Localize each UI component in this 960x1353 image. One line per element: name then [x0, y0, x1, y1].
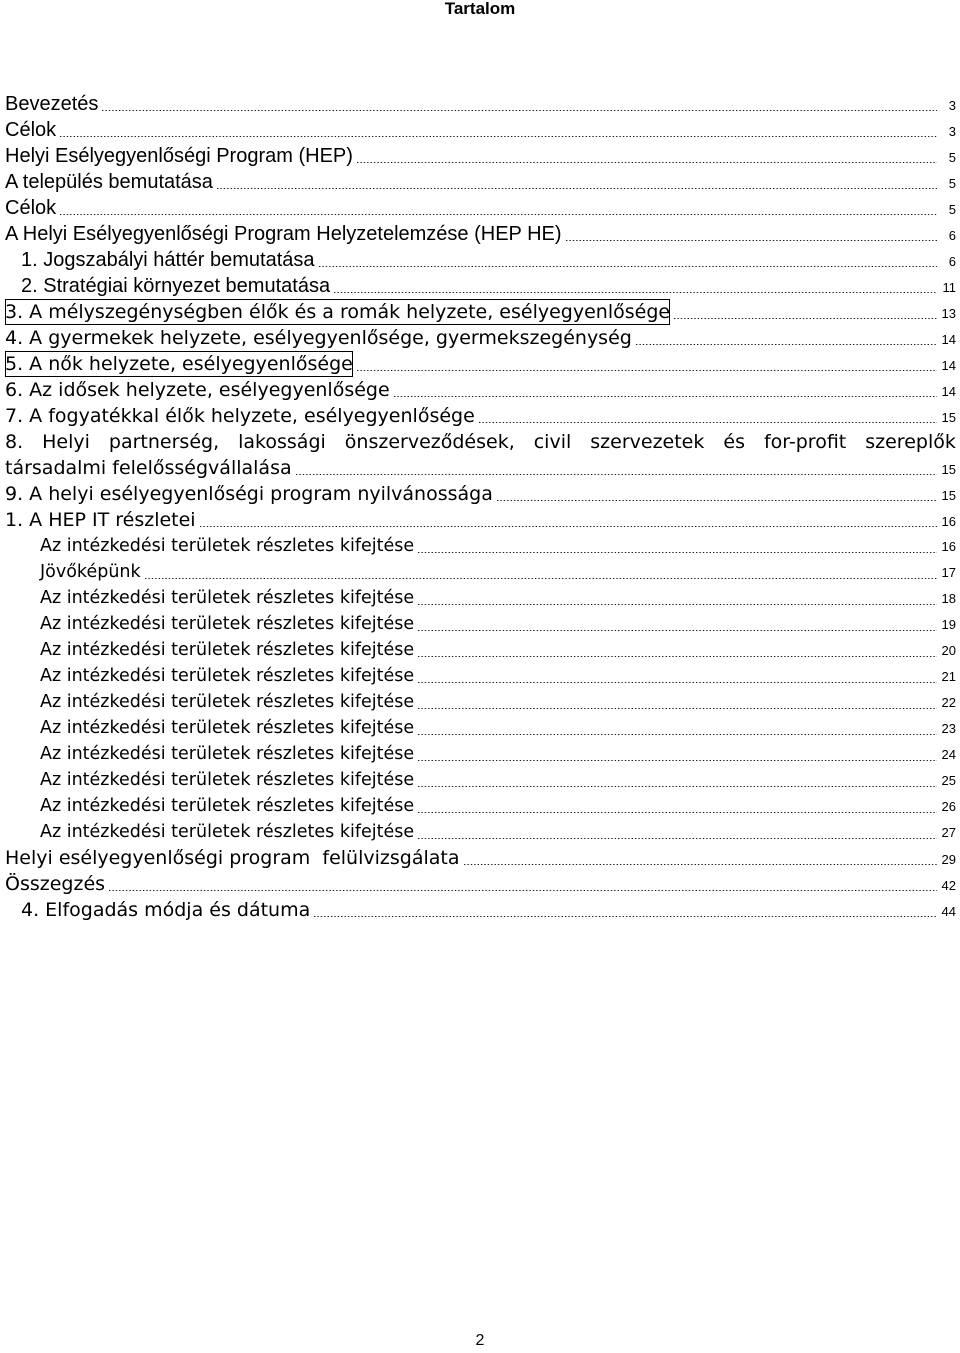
dot-leader	[313, 916, 937, 917]
toc-word: civil	[533, 431, 572, 453]
toc-entry-page: 15	[941, 488, 956, 503]
dot-leader	[59, 136, 937, 137]
toc-entry[interactable]	[5, 715, 956, 741]
toc-entry[interactable]	[5, 585, 956, 611]
dot-leader	[417, 708, 937, 709]
toc-entry-page: 16	[941, 539, 956, 554]
toc-entry-page: 25	[941, 773, 956, 788]
dot-leader	[216, 188, 937, 189]
toc-entry-page: 15	[941, 462, 956, 477]
toc-entry-page: 6	[948, 228, 956, 243]
dot-leader	[463, 864, 938, 865]
toc-entry-page: 14	[941, 332, 956, 347]
toc-entry-label: Az intézkedési területek részletes kifejtése	[40, 744, 415, 764]
dot-leader	[199, 526, 937, 527]
dot-leader	[356, 162, 937, 163]
toc-word: önszerveződések,	[344, 431, 515, 453]
toc-entry-label: Az intézkedési területek részletes kifejtése	[40, 588, 415, 608]
toc-entry-page: 14	[941, 358, 956, 373]
toc-word: szereplők	[865, 431, 956, 453]
dot-leader	[144, 578, 937, 579]
toc-entry-page: 3	[948, 98, 956, 113]
toc-entry-label: Az intézkedési területek részletes kifejtése	[40, 770, 415, 790]
toc-entry[interactable]	[5, 325, 956, 351]
toc-entry-label: Az intézkedési területek részletes kifejtése	[40, 640, 415, 660]
dot-leader	[565, 240, 937, 241]
toc-entry[interactable]	[5, 507, 956, 533]
toc-entry[interactable]	[5, 117, 956, 143]
toc-entry-page: 14	[941, 384, 956, 399]
toc-entry[interactable]	[5, 455, 956, 481]
toc-entry[interactable]	[5, 793, 956, 819]
toc-entry[interactable]	[5, 767, 956, 793]
toc-entry-label: A Helyi Esélyegyenlőségi Program Helyzetelemzése (HEP HE)	[5, 223, 562, 245]
toc-word: 8.	[5, 431, 24, 453]
toc-entry-label: 4. A gyermekek helyzete, esélyegyenlősége, gyermekszegénység	[5, 327, 632, 349]
toc-entry-page: 11	[942, 280, 956, 295]
dot-leader	[333, 292, 937, 293]
toc-entry[interactable]	[5, 897, 956, 923]
toc-entry[interactable]	[5, 533, 956, 559]
toc-word: és	[723, 431, 745, 453]
toc-entry-page: 24	[941, 747, 956, 762]
dot-leader	[417, 630, 937, 631]
toc-entry-label: Célok	[5, 119, 57, 141]
toc-entry-wrapped[interactable]	[5, 429, 956, 455]
toc-entry-page: 15	[941, 410, 956, 425]
toc-entry-page: 5	[948, 176, 956, 191]
toc-entry-page: 3	[948, 124, 956, 139]
toc-entry-page: 21	[941, 669, 956, 684]
toc-entry[interactable]	[5, 247, 956, 273]
dot-leader	[496, 500, 937, 501]
toc-entry[interactable]	[5, 559, 956, 585]
toc-entry-page: 44	[941, 904, 956, 919]
toc-entry-label: Összegzés	[5, 873, 106, 895]
dot-leader	[417, 786, 937, 787]
toc-entry[interactable]	[5, 611, 956, 637]
dot-leader	[417, 682, 937, 683]
toc-entry-page: 13	[941, 306, 956, 321]
toc-entry-label: Bevezetés	[5, 93, 99, 115]
toc-entry-page: 5	[948, 150, 956, 165]
dot-leader	[417, 604, 937, 605]
dot-leader	[417, 838, 937, 839]
toc-entry-label: 9. A helyi esélyegyenlőségi program nyilvánossága	[5, 483, 493, 505]
toc-entry-page: 22	[941, 695, 956, 710]
dot-leader	[673, 318, 937, 319]
toc-entry-label: A település bemutatása	[5, 171, 213, 193]
toc-entry[interactable]	[5, 273, 956, 299]
toc-word: Helyi	[42, 431, 90, 453]
toc-entry[interactable]	[5, 91, 956, 117]
toc-entry-label: Az intézkedési területek részletes kifejtése	[40, 718, 415, 738]
toc-entry-page: 23	[941, 721, 956, 736]
toc-entry-label: társadalmi felelősségvállalása	[5, 457, 292, 479]
page-title: Tartalom	[444, 0, 516, 18]
toc-entry[interactable]	[5, 845, 956, 871]
toc-entry[interactable]	[5, 299, 956, 325]
dot-leader	[635, 344, 937, 345]
dot-leader	[417, 656, 937, 657]
dot-leader	[478, 422, 937, 423]
dot-leader	[417, 734, 937, 735]
toc-entry-page: 5	[948, 202, 956, 217]
toc-entry[interactable]	[5, 637, 956, 663]
toc-entry-page: 6	[948, 254, 956, 269]
toc-entry-page: 26	[941, 799, 956, 814]
toc-entry-page: 19	[941, 617, 956, 632]
toc-entry-label: Célok	[5, 197, 57, 219]
toc-entry[interactable]	[5, 143, 956, 169]
toc-entry-label: Az intézkedési területek részletes kifejtése	[40, 614, 415, 634]
toc-entry-page: 20	[941, 643, 956, 658]
toc-word: for-profit	[763, 431, 847, 453]
toc-entry-page: 27	[941, 825, 956, 840]
toc-entry-label: Az intézkedési területek részletes kifejtése	[40, 822, 415, 842]
toc-entry-label: 5. A nők helyzete, esélyegyenlősége	[5, 353, 353, 375]
toc-entry-label: Helyi Esélyegyenlőségi Program (HEP)	[5, 145, 353, 167]
toc-entry-label: Helyi esélyegyenlőségi program felülvizsgálata	[5, 847, 460, 869]
toc-entry-page: 42	[941, 878, 956, 893]
dot-leader	[417, 760, 937, 761]
dot-leader	[356, 370, 937, 371]
toc-entry-label: 4. Elfogadás módja és dátuma	[21, 899, 311, 921]
toc-word: lakossági	[238, 431, 326, 453]
toc-entry[interactable]	[5, 663, 956, 689]
dot-leader	[101, 110, 937, 111]
toc-entry[interactable]	[5, 377, 956, 403]
toc-entry[interactable]	[5, 481, 956, 507]
toc-entry[interactable]	[5, 221, 956, 247]
toc-entry-label: Az intézkedési területek részletes kifejtése	[40, 536, 415, 556]
toc-entry-label: 2. Stratégiai környezet bemutatása	[21, 275, 331, 297]
toc-entry[interactable]	[5, 871, 956, 897]
toc-entry-label: Az intézkedési területek részletes kifejtése	[40, 666, 415, 686]
toc-entry-page: 17	[941, 565, 956, 580]
table-of-contents	[5, 91, 956, 923]
toc-entry-page: 29	[941, 852, 956, 867]
dot-leader	[417, 552, 937, 553]
toc-entry-label: Az intézkedési területek részletes kifejtése	[40, 692, 415, 712]
dot-leader	[295, 474, 937, 475]
dot-leader	[59, 214, 937, 215]
toc-entry-label: 1. Jogszabályi háttér bemutatása	[21, 249, 315, 271]
dot-leader	[417, 812, 937, 813]
dot-leader	[108, 890, 937, 891]
toc-entry[interactable]	[5, 351, 956, 377]
toc-entry[interactable]	[5, 819, 956, 845]
toc-entry[interactable]	[5, 169, 956, 195]
toc-entry-page: 16	[941, 514, 956, 529]
toc-word: szervezetek	[590, 431, 705, 453]
toc-entry-label: 7. A fogyatékkal élők helyzete, esélyegyenlősége	[5, 405, 475, 427]
toc-entry-label: 3. A mélyszegénységben élők és a romák helyzete, esélyegyenlősége	[5, 301, 671, 323]
toc-word: partnerség,	[108, 431, 220, 453]
toc-entry[interactable]	[5, 689, 956, 715]
toc-entry-label: 1. A HEP IT részletei	[5, 509, 196, 531]
toc-entry-label: Jövőképünk	[40, 562, 141, 582]
toc-entry[interactable]	[5, 403, 956, 429]
page-number: 2	[475, 1332, 485, 1349]
toc-entry-label: 6. Az idősek helyzete, esélyegyenlősége	[5, 379, 390, 401]
dot-leader	[393, 396, 937, 397]
dot-leader	[318, 266, 937, 267]
toc-entry-label: Az intézkedési területek részletes kifejtése	[40, 796, 415, 816]
toc-entry[interactable]	[5, 741, 956, 767]
toc-entry-page: 18	[941, 591, 956, 606]
toc-entry[interactable]	[5, 195, 956, 221]
